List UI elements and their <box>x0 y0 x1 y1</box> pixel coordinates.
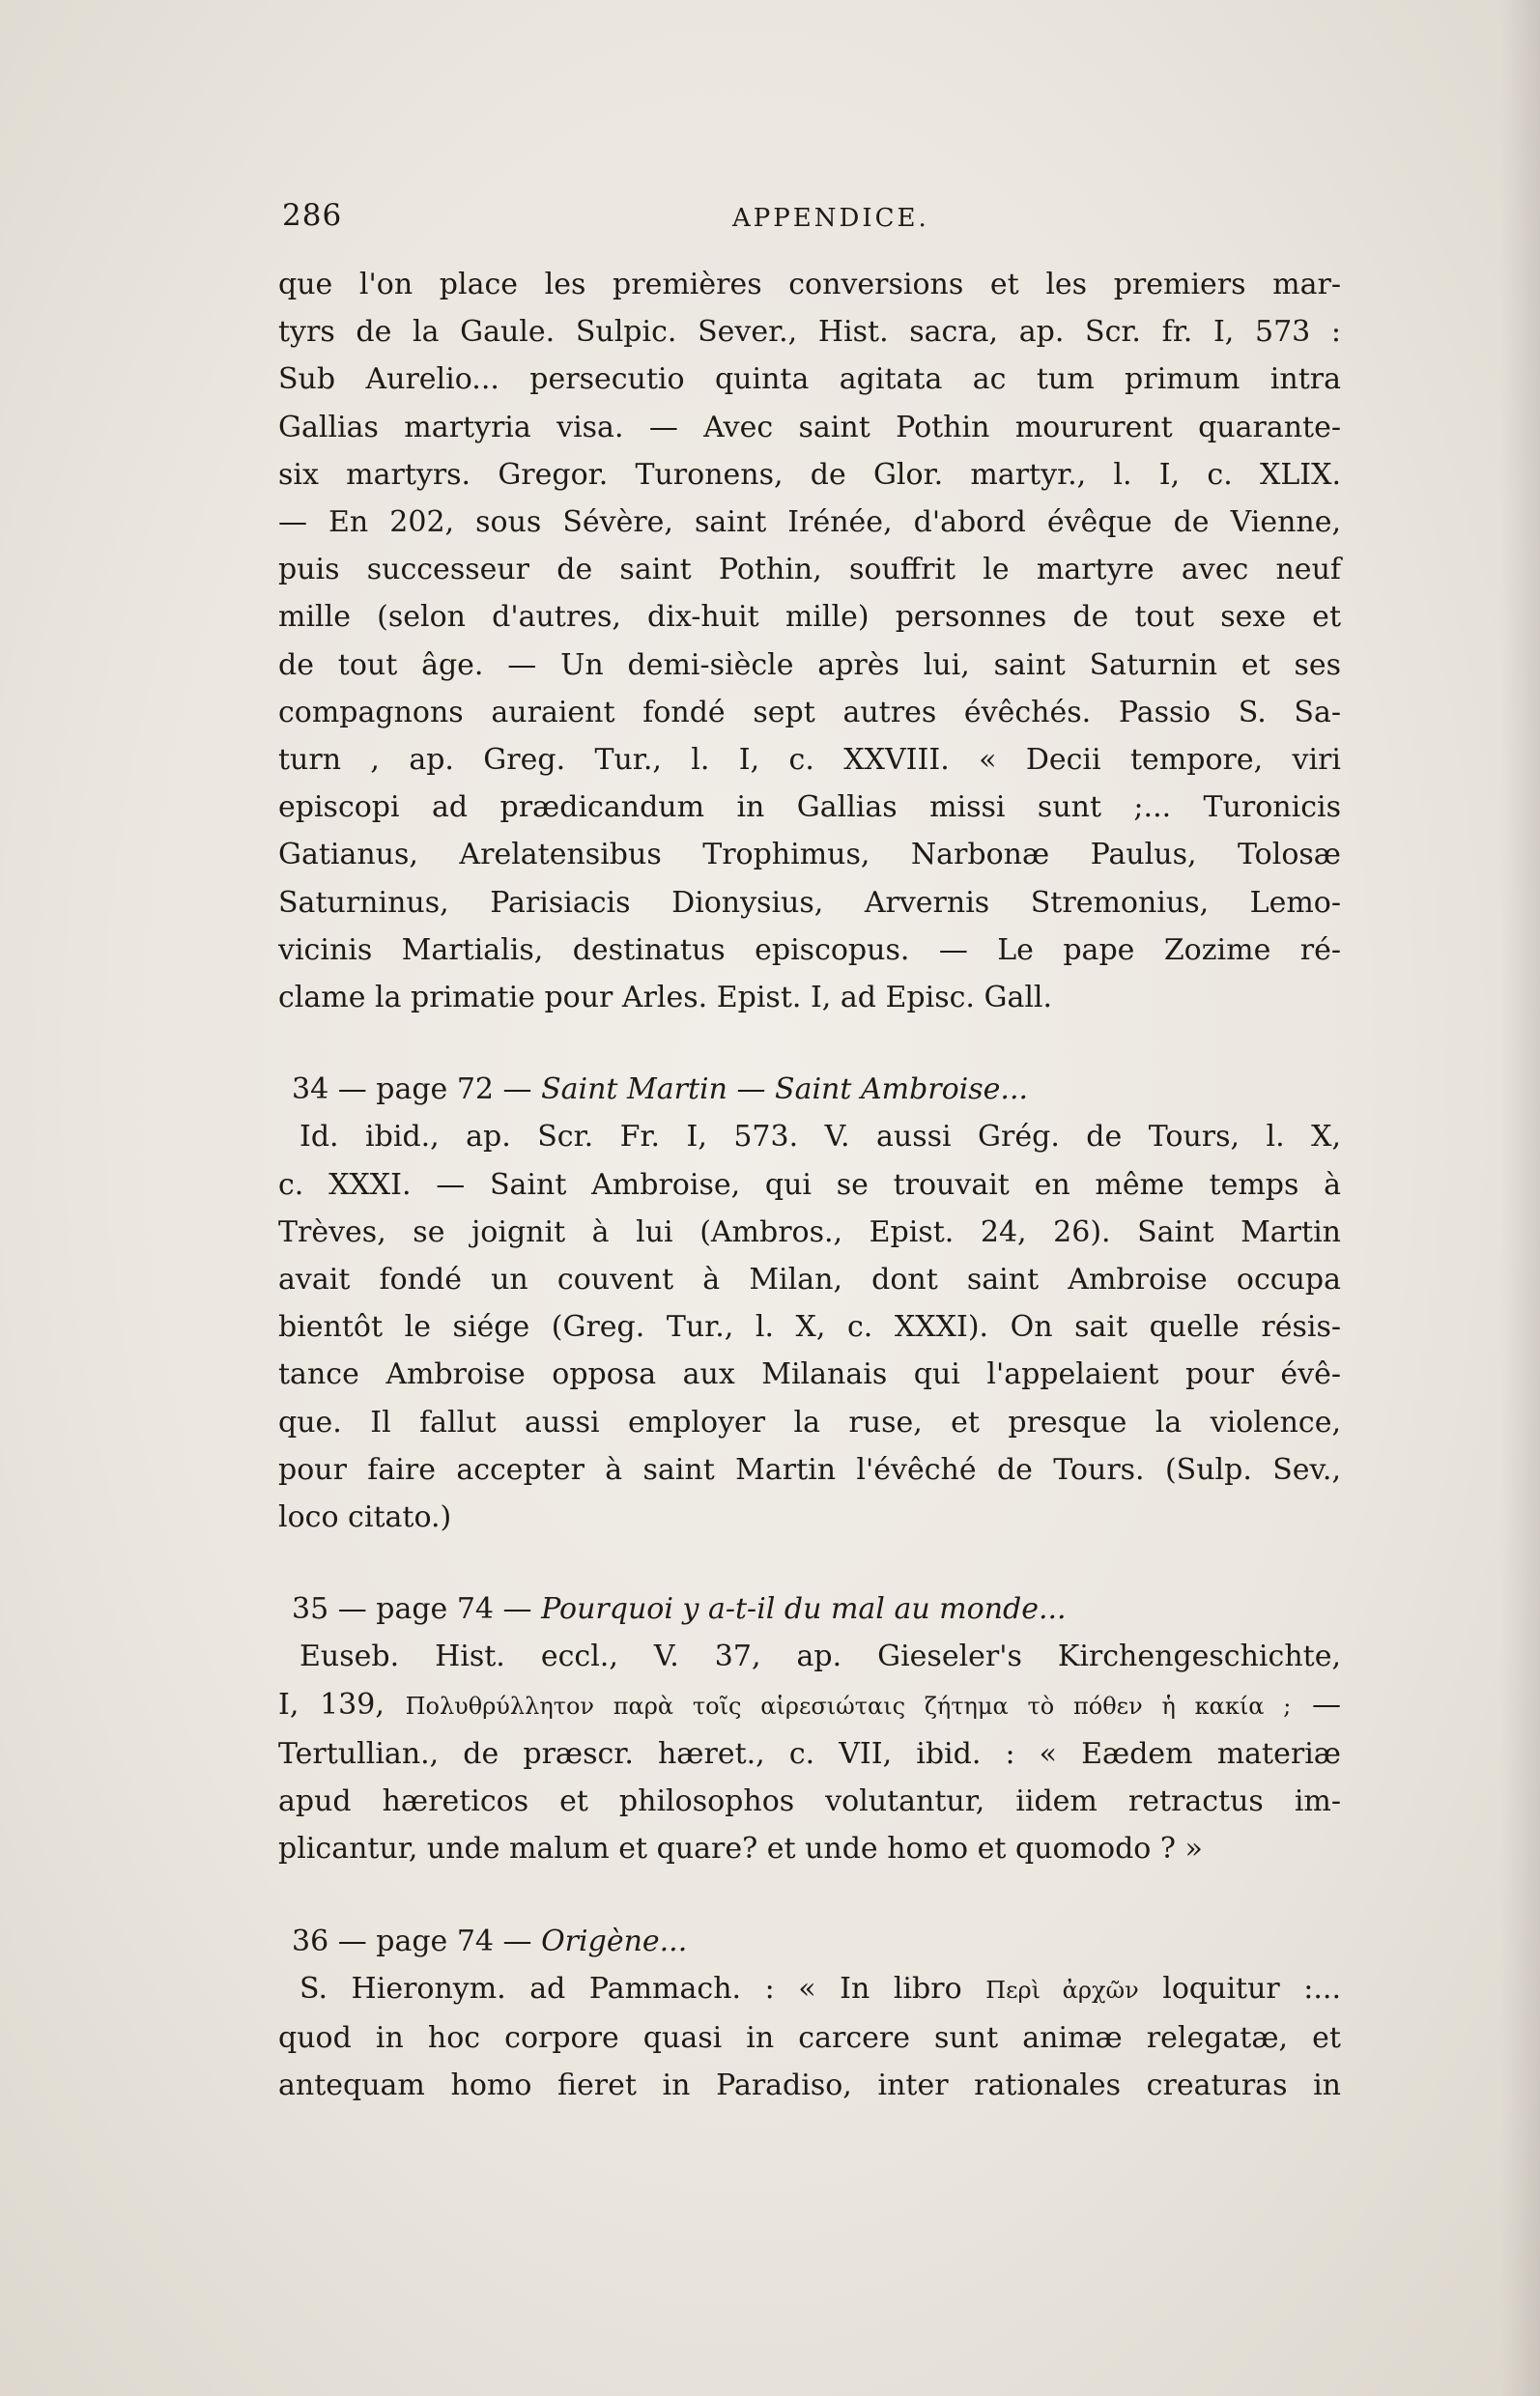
text-line: pour faire accepter à saint Martin l'évêché de Tours. (Sulp. Sev., <box>278 1452 1341 1487</box>
note-35 <box>278 1585 1341 1872</box>
text-line: clame la primatie pour Arles. Epist. I, ad Episc. Gall. <box>278 981 1053 1015</box>
note-title: Saint Martin — Saint Ambroise... <box>541 1072 1029 1107</box>
running-head: APPENDICE. <box>732 204 929 233</box>
text-line: mille (selon d'autres, dix-huit mille) personnes de tout sexe et <box>278 600 1341 635</box>
text-line: Trèves, se joignit à lui (Ambros., Epist. 24, 26). Saint Martin <box>278 1214 1341 1249</box>
note-heading <box>278 1918 1341 1965</box>
text-line: antequam homo fieret in Paradiso, inter rationales creaturas in <box>278 2068 1341 2103</box>
text-line: avait fondé un couvent à Milan, dont saint Ambroise occupa <box>278 1263 1341 1298</box>
text-line: c. XXXI. — Saint Ambroise, qui se trouvait en même temps à <box>278 1167 1341 1202</box>
text-line: six martyrs. Gregor. Turonens, de Glor. martyr., l. I, c. XLIX. <box>278 457 1341 492</box>
greek-quote: Πολυθρύλλητον παρὰ τοῖς αἱρεσιώταις ζήτημα τὸ πόθεν ἡ κακία ; <box>405 1692 1292 1720</box>
note-heading <box>278 1066 1341 1113</box>
section-gap <box>278 1873 1341 1918</box>
continued-note-block <box>278 261 1341 1021</box>
page-number: 286 <box>282 198 343 233</box>
text-line: de tout âge. — Un demi-siècle après lui, saint Saturnin et ses <box>278 647 1341 682</box>
page-edge-shadow <box>1501 0 1540 2396</box>
section-gap <box>278 1021 1341 1066</box>
note-34 <box>278 1066 1341 1541</box>
note-36 <box>278 1918 1341 2110</box>
note-number-page: 35 — page 74 — <box>292 1592 542 1627</box>
note-number-page: 36 — page 74 — <box>292 1924 542 1958</box>
note-heading <box>278 1585 1341 1633</box>
citation-ref: S. Hieronym. ad Pammach. : « In libro <box>299 1971 986 2006</box>
text-line: que. Il fallut aussi employer la ruse, et presque la violence, <box>278 1405 1341 1440</box>
citation-ref: I, 139, <box>278 1687 406 1722</box>
text-line: episcopi ad prædicandum in Gallias missi sunt ;... Turonicis <box>278 790 1341 825</box>
text-line: Gallias martyria visa. — Avec saint Pothin moururent quarante- <box>278 410 1341 444</box>
text-line: quod in hoc corpore quasi in carcere sunt animæ relegatæ, et <box>278 2020 1341 2055</box>
text-line: tance Ambroise opposa aux Milanais qui l'appelaient pour évê- <box>278 1357 1341 1392</box>
text-line: Id. ibid., ap. Scr. Fr. I, 573. V. aussi Grég. de Tours, l. X, <box>299 1120 1341 1155</box>
text-line <box>278 1965 1341 2014</box>
dash: — <box>1291 1687 1341 1722</box>
greek-title: Περὶ ἀρχῶν <box>985 1976 1139 2004</box>
text-line: apud hæreticos et philosophos volutantur, iidem retractus im- <box>278 1784 1341 1819</box>
section-gap <box>278 1541 1341 1585</box>
page-body <box>278 261 1341 2109</box>
text-line: puis successeur de saint Pothin, souffrit le martyre avec neuf <box>278 553 1341 587</box>
citation-tail: loquitur :... <box>1138 1971 1342 2006</box>
text-line: turn , ap. Greg. Tur., l. I, c. XXVIII. « Decii tempore, viri <box>278 743 1341 778</box>
note-number-page: 34 — page 72 — <box>292 1072 542 1107</box>
text-line: Sub Aurelio... persecutio quinta agitata ac tum primum intra <box>278 362 1341 397</box>
text-line: Tertullian., de præscr. hæret., c. VII, ibid. : « Eædem materiæ <box>278 1736 1341 1771</box>
text-line: compagnons auraient fondé sept autres évêchés. Passio S. Sa- <box>278 695 1341 729</box>
text-line: loco citato.) <box>278 1500 452 1535</box>
text-line: Euseb. Hist. eccl., V. 37, ap. Gieseler's Kirchengeschichte, <box>299 1640 1341 1674</box>
text-line: bientôt le siége (Greg. Tur., l. X, c. XXXI). On sait quelle résis- <box>278 1310 1341 1345</box>
text-line: tyrs de la Gaule. Sulpic. Sever., Hist. sacra, ap. Scr. fr. I, 573 : <box>278 315 1341 350</box>
text-line: plicantur, unde malum et quare? et unde homo et quomodo ? » <box>278 1832 1203 1867</box>
text-line: — En 202, sous Sévère, saint Irénée, d'abord évêque de Vienne, <box>278 505 1341 540</box>
text-line: Saturninus, Parisiacis Dionysius, Arvernis Stremonius, Lemo- <box>278 885 1341 920</box>
text-line <box>278 1681 1341 1730</box>
text-line: que l'on place les premières conversions et les premiers mar- <box>278 268 1341 301</box>
text-line: vicinis Martialis, destinatus episcopus. — Le pape Zozime ré- <box>278 932 1341 967</box>
text-line: Gatianus, Arelatensibus Trophimus, Narbonæ Paulus, Tolosæ <box>278 838 1341 872</box>
note-title: Pourquoi y a-t-il du mal au monde... <box>541 1592 1067 1627</box>
note-title: Origène... <box>541 1924 688 1958</box>
page-header <box>280 198 1343 246</box>
